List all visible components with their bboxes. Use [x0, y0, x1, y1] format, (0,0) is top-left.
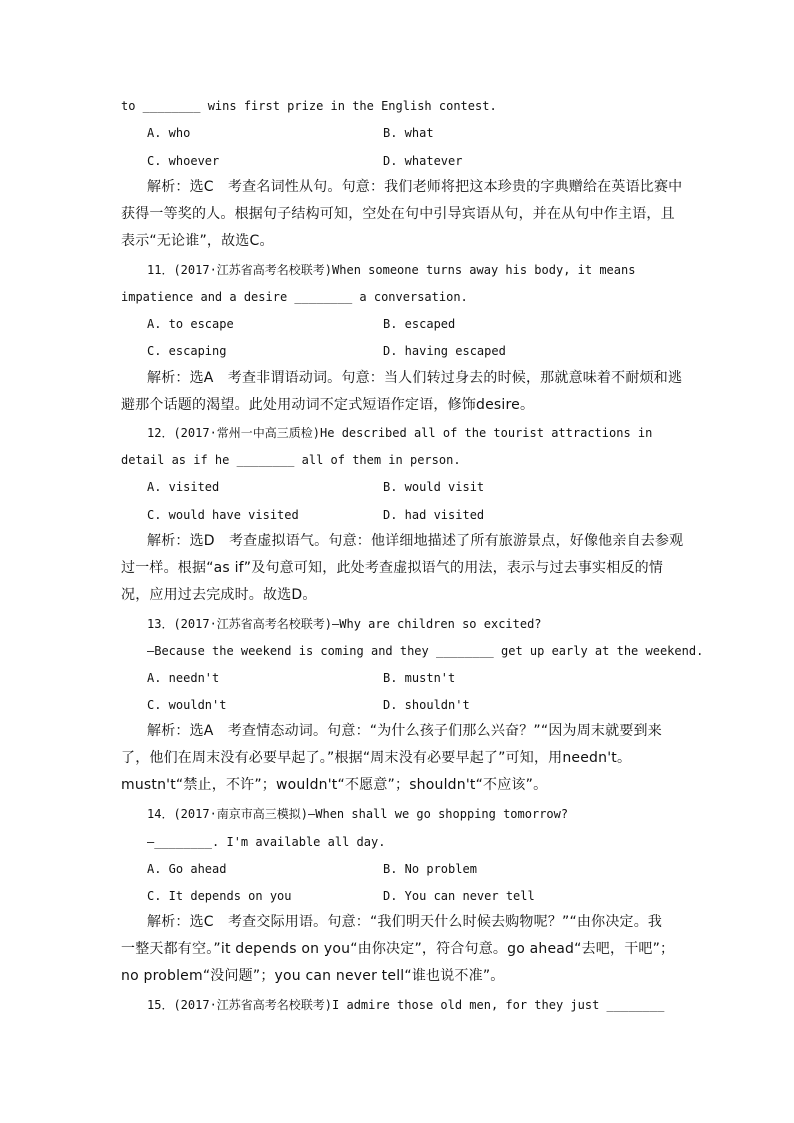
analysis-line: 一整天都有空。”it depends on you“由你决定”，符合句意。go ahead“去吧，干吧”； — [121, 941, 675, 957]
option-c: C. whoever — [147, 154, 220, 168]
option-d: D. You can never tell — [383, 889, 535, 903]
option-a: A. to escape — [147, 317, 234, 331]
option-d: D. having escaped — [383, 344, 506, 358]
analysis-line: 避那个话题的渴望。此处用动词不定式短语作定语，修饰desire。 — [121, 397, 535, 413]
question-11-stem: 11．(2017·江苏省高考名校联考)When someone turns away his body, it means — [147, 263, 636, 277]
analysis-line: 解析：选A 考查非谓语动词。句意：当人们转过身去的时候，那就意味着不耐烦和逃 — [147, 370, 683, 386]
question-15-stem: 15．(2017·江苏省高考名校联考)I admire those old men, for they just ________ — [147, 998, 665, 1012]
question-stem-line: detail as if he ________ all of them in person. — [121, 453, 461, 467]
analysis-line: 解析：选A 考查情态动词。句意：“为什么孩子们那么兴奋？”“因为周末就要到来 — [147, 723, 662, 739]
option-b: B. escaped — [383, 317, 456, 331]
analysis-line: 况，应用过去完成时。故选D。 — [121, 587, 317, 603]
analysis-line: 获得一等奖的人。根据句子结构可知，空处在句中引导宾语从句，并在从句中作主语，且 — [121, 206, 675, 222]
analysis-line: mustn't“禁止，不许”；wouldn't“不愿意”；shouldn't“不应该”。 — [121, 777, 548, 793]
option-c: C. It depends on you — [147, 889, 292, 903]
analysis-line: 解析：选C 考查交际用语。句意：“我们明天什么时候去购物呢？”“由你决定。我 — [147, 914, 663, 930]
option-a: A. needn't — [147, 671, 220, 685]
analysis-line: no problem“没问题”；you can never tell“谁也说不准”。 — [121, 968, 505, 984]
question-stem-line: to ________ wins first prize in the English contest. — [121, 99, 497, 113]
option-c: C. wouldn't — [147, 698, 227, 712]
option-c: C. escaping — [147, 344, 227, 358]
option-d: D. had visited — [383, 508, 485, 522]
question-stem-line: —________. I'm available all day. — [147, 835, 386, 849]
option-b: B. what — [383, 126, 434, 140]
option-b: B. mustn't — [383, 671, 456, 685]
option-b: B. would visit — [383, 480, 485, 494]
option-b: B. No problem — [383, 862, 477, 876]
option-c: C. would have visited — [147, 508, 299, 522]
analysis-line: 了，他们在周末没有必要早起了。”根据“周末没有必要早起了”可知，用needn't。 — [121, 750, 632, 766]
question-stem-line: impatience and a desire ________ a conversation. — [121, 290, 468, 304]
analysis-line: 解析：选C 考查名词性从句。句意：我们老师将把这本珍贵的字典赠给在英语比赛中 — [147, 179, 683, 195]
option-d: D. shouldn't — [383, 698, 470, 712]
option-d: D. whatever — [383, 154, 463, 168]
analysis-line: 解析：选D 考查虚拟语气。句意：他详细地描述了所有旅游景点，好像他亲自去参观 — [147, 533, 684, 549]
question-stem-line: —Because the weekend is coming and they ________ get up early at the weekend. — [147, 644, 704, 658]
question-14-stem: 14．(2017·南京市高三模拟)—When shall we go shopping tomorrow? — [147, 807, 569, 821]
analysis-line: 过一样。根据“as if”及句意可知，此处考查虚拟语气的用法，表示与过去事实相反的情 — [121, 560, 664, 576]
question-13-stem: 13．(2017·江苏省高考名校联考)—Why are children so excited? — [147, 617, 542, 631]
option-a: A. Go ahead — [147, 862, 227, 876]
analysis-line: 表示“无论谁”，故选C。 — [121, 233, 274, 249]
question-12-stem: 12．(2017·常州一中高三质检)He described all of the tourist attractions in — [147, 426, 653, 440]
option-a: A. who — [147, 126, 191, 140]
option-a: A. visited — [147, 480, 220, 494]
